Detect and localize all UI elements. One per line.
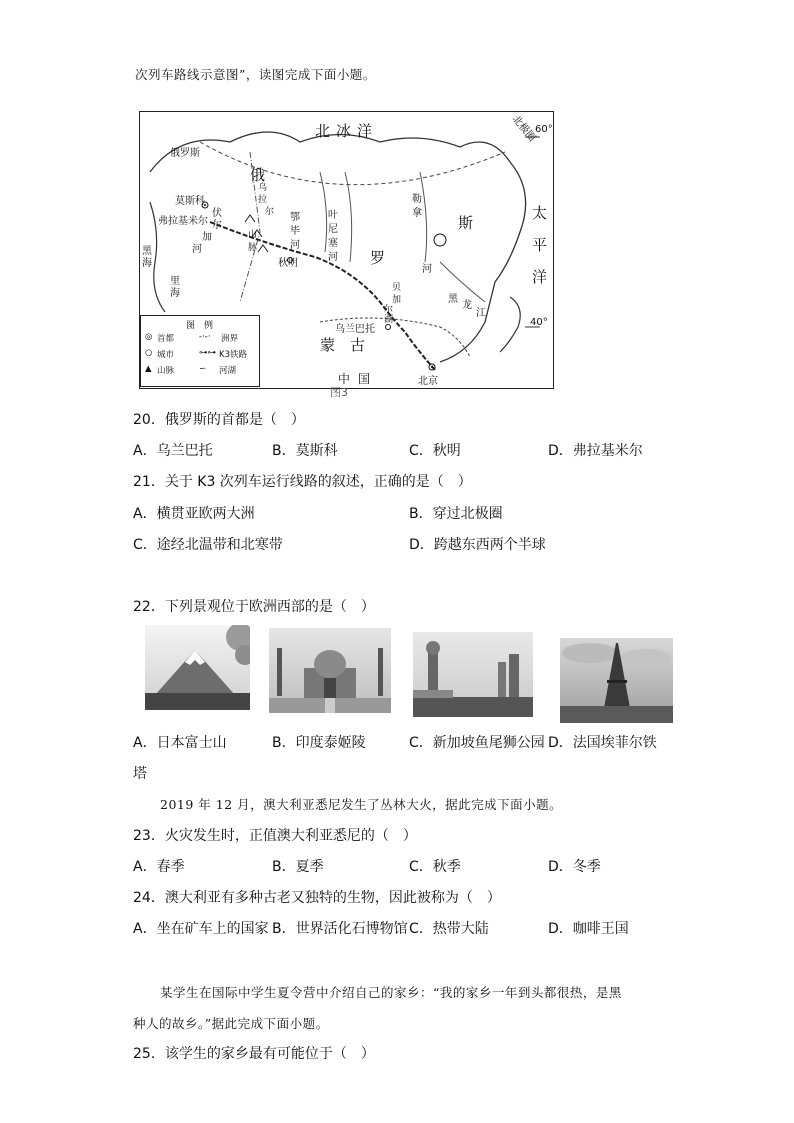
q24-option-c: C．热带大陆 xyxy=(409,921,489,937)
arctic-ocean-label: 北冰洋 xyxy=(315,122,379,140)
legend-boundary: 洲界 xyxy=(221,334,239,344)
legend-river: 河湖 xyxy=(219,366,237,376)
mongolia-char-2: 古 xyxy=(350,336,366,354)
q21-option-a: A．横贯亚欧两大洲 xyxy=(133,506,255,522)
legend-mountain-icon: ▲ xyxy=(145,364,152,374)
amur-2: 龙 xyxy=(462,300,472,311)
ural-5: 脉 xyxy=(248,243,258,253)
photo-eiffel-tower xyxy=(560,638,673,723)
ob-2: 毕 xyxy=(290,226,300,237)
q20-option-b: B．莫斯科 xyxy=(272,443,338,459)
lat-40-label: 40° xyxy=(530,317,548,328)
legend-capital: 首都 xyxy=(157,334,175,344)
q21-option-c: C．途经北温带和北寒带 xyxy=(133,537,283,553)
amur-1: 黑 xyxy=(448,294,458,305)
lena-3: 河 xyxy=(422,264,432,275)
legend-capital-icon: ◎ xyxy=(145,332,153,342)
q24-option-b: B．世界活化石博物馆 xyxy=(272,921,408,937)
caspian-2: 海 xyxy=(170,288,180,299)
baikal-3: 尔 xyxy=(384,305,394,315)
legend-river-icon: ∽ xyxy=(199,364,207,374)
photo-taj-mahal xyxy=(269,628,391,713)
yenisei-3: 塞 xyxy=(328,238,338,249)
mongolia-char-1: 蒙 xyxy=(320,336,336,354)
ural-4: 山 xyxy=(248,230,258,240)
legend-title: 图 例 xyxy=(186,321,214,331)
black-sea-1: 黑 xyxy=(142,246,152,257)
caspian-1: 里 xyxy=(170,276,180,287)
eiffel-tower-illustration xyxy=(560,638,673,723)
baikal-4: 湖 xyxy=(384,315,394,325)
legend-mountain: 山脉 xyxy=(157,366,175,376)
map-legend xyxy=(140,315,260,387)
lena-2: 拿 xyxy=(412,208,422,219)
q20-stem: 20．俄罗斯的首都是（ ） xyxy=(133,412,305,428)
city-qiuming: 秋明 xyxy=(278,258,298,269)
q23-option-c: C．秋季 xyxy=(409,859,461,875)
q21-option-b: B．穿过北极圈 xyxy=(409,506,503,522)
merlion-illustration xyxy=(413,632,533,717)
q22-option-b: B．印度泰姬陵 xyxy=(272,735,366,751)
amur-3: 江 xyxy=(476,308,486,319)
yenisei-2: 尼 xyxy=(328,224,338,235)
city-moscow: 莫斯科 xyxy=(175,196,205,207)
ural-2: 拉 xyxy=(258,195,268,205)
legend-boundary-icon: -·-· xyxy=(199,332,211,342)
q24-stem: 24．澳大利亚有多种古老又独特的生物，因此被称为（ ） xyxy=(133,890,501,906)
q25-stem: 25．该学生的家乡最有可能位于（ ） xyxy=(133,1046,375,1062)
volga-2: 尔 xyxy=(212,220,222,231)
ural-1: 乌 xyxy=(258,183,268,193)
photo-mount-fuji xyxy=(145,625,250,710)
q23-option-a: A．春季 xyxy=(133,859,185,875)
city-ulanbator: 乌兰巴托 xyxy=(335,324,375,335)
taj-mahal-illustration xyxy=(269,628,391,713)
arctic-circle-label: 北极圈 xyxy=(509,113,538,144)
city-vladimir: 弗拉基米尔 xyxy=(158,216,208,227)
q22-option-a: A．日本富士山 xyxy=(133,735,227,751)
q23-option-b: B．夏季 xyxy=(272,859,324,875)
lat-60-label: 60° xyxy=(535,124,553,135)
china-label: 中国 xyxy=(338,372,379,386)
q20-option-d: D．弗拉基米尔 xyxy=(548,443,643,459)
passage-3-line-1: 某学生在国际中学生夏令营中介绍自己的家乡：“我的家乡一年到头都很热，是黑 xyxy=(160,985,622,1000)
legend-city: 城市 xyxy=(157,350,175,360)
city-russia: 俄罗斯 xyxy=(170,148,200,159)
q22-option-c: C．新加坡鱼尾狮公园 xyxy=(409,735,545,751)
ural-3: 尔 xyxy=(265,207,275,217)
legend-city-icon: ○ xyxy=(145,348,153,358)
q22-stem: 22．下列景观位于欧洲西部的是（ ） xyxy=(133,599,375,615)
q22-option-d: D．法国埃菲尔铁 xyxy=(548,735,657,751)
map-figure xyxy=(139,111,554,389)
q21-option-d: D．跨越东西两个半球 xyxy=(409,537,546,553)
legend-railway-icon: ⊶⊶ xyxy=(199,348,216,358)
q23-option-d: D．冬季 xyxy=(548,859,601,875)
ob-3: 河 xyxy=(290,240,300,251)
q21-stem: 21．关于 K3 次列车运行线路的叙述，正确的是（ ） xyxy=(133,474,472,490)
volga-3: 加 xyxy=(202,232,212,243)
yenisei-4: 河 xyxy=(328,252,338,263)
map-caption: 图3 xyxy=(330,386,348,399)
baikal-2: 加 xyxy=(392,295,402,305)
lena-1: 勒 xyxy=(412,194,422,205)
baikal-1: 贝 xyxy=(392,283,402,293)
mount-fuji-illustration xyxy=(145,625,250,710)
q24-option-a: A．坐在矿车上的国家 xyxy=(133,921,269,937)
black-sea-2: 海 xyxy=(142,258,152,269)
russia-char-3: 斯 xyxy=(458,214,474,232)
passage-2: 2019 年 12 月，澳大利亚悉尼发生了丛林大火，据此完成下面小题。 xyxy=(160,797,563,812)
photo-merlion-park xyxy=(413,632,533,717)
q20-option-a: A．乌兰巴托 xyxy=(133,443,213,459)
legend-railway: K3铁路 xyxy=(219,350,247,360)
q23-stem: 23．火灾发生时，正值澳大利亚悉尼的（ ） xyxy=(133,828,417,844)
russia-char-2: 罗 xyxy=(370,249,386,267)
intro-text: 次列车路线示意图”，读图完成下面小题。 xyxy=(135,67,376,82)
passage-3-line-2: 种人的故乡。”据此完成下面小题。 xyxy=(133,1016,329,1031)
ob-1: 鄂 xyxy=(290,212,300,223)
yenisei-1: 叶 xyxy=(328,210,338,221)
pacific-ocean-label: 太平洋 xyxy=(532,204,548,286)
q20-option-c: C．秋明 xyxy=(409,443,461,459)
volga-4: 河 xyxy=(192,244,202,255)
russia-char-1: 俄 xyxy=(250,166,266,184)
volga-1: 伏 xyxy=(212,208,222,219)
q24-option-d: D．咖啡王国 xyxy=(548,921,629,937)
q22-option-d-wrap: 塔 xyxy=(133,766,147,782)
city-beijing: 北京 xyxy=(418,376,438,387)
